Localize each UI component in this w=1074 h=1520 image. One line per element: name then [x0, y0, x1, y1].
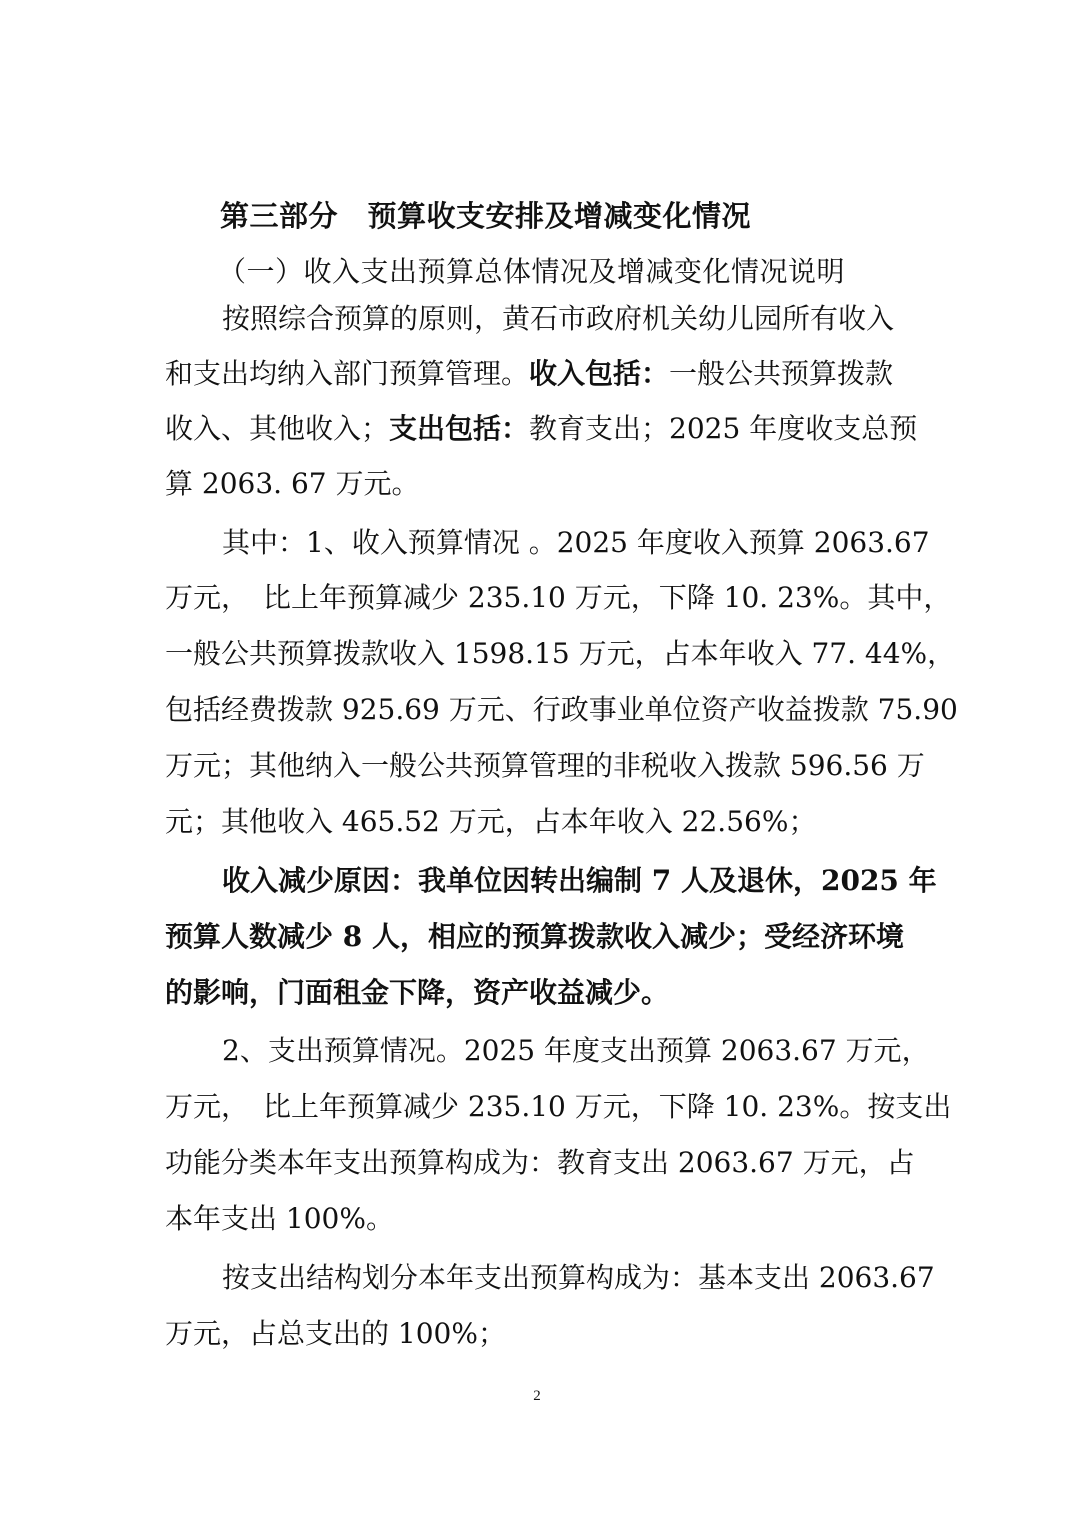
paragraph2-line3: 一般公共预算拨款收入 1598.15 万元，占本年收入 77. 44%， — [165, 637, 956, 670]
paragraph4-line1: 2、支出预算情况。2025 年度支出预算 2063.67 万元， — [222, 1034, 930, 1067]
paragraph2-line4: 包括经费拨款 925.69 万元、行政事业单位资产收益拨款 75.90 — [165, 693, 958, 726]
subsection-title: （一）收入支出预算总体情况及增减变化情况说明 — [218, 255, 846, 288]
income-includes-label: 收入包括： — [529, 357, 670, 390]
paragraph2-line2: 万元， 比上年预算减少 235.10 万元，下降 10. 23%。其中， — [165, 581, 952, 614]
page-number: 2 — [533, 1388, 541, 1404]
expense-includes-label: 支出包括： — [389, 412, 530, 445]
paragraph1-line2-text-a: 和支出均纳入部门预算管理。 — [165, 357, 530, 390]
paragraph5-line1: 按支出结构划分本年支出预算构成为：基本支出 2063.67 — [222, 1261, 935, 1294]
paragraph5-line2: 万元，占总支出的 100%； — [165, 1317, 506, 1350]
section-title: 第三部分 预算收支安排及增减变化情况 — [220, 199, 752, 233]
paragraph3-line1: 收入减少原因：我单位因转出编制 7 人及退休，2025 年 — [222, 864, 937, 897]
paragraph4-line4: 本年支出 100%。 — [165, 1202, 394, 1235]
paragraph2-line5: 万元；其他纳入一般公共预算管理的非税收入拨款 596.56 万 — [165, 749, 925, 782]
paragraph1-line3-text-c: 教育支出；2025 年度收支总预 — [529, 412, 918, 445]
paragraph1-line3-text-a: 收入、其他收入； — [165, 412, 390, 445]
paragraph1-line4: 算 2063. 67 万元。 — [165, 467, 420, 500]
paragraph4-line2: 万元， 比上年预算减少 235.10 万元，下降 10. 23%。按支出 — [165, 1090, 952, 1123]
paragraph4-line3: 功能分类本年支出预算构成为：教育支出 2063.67 万元，占 — [165, 1146, 915, 1179]
paragraph3-line2: 预算人数减少 8 人，相应的预算拨款收入减少；受经济环境 — [165, 920, 904, 953]
paragraph1-line2 — [165, 356, 893, 392]
paragraph1-line1: 按照综合预算的原则，黄石市政府机关幼儿园所有收入 — [222, 302, 895, 335]
paragraph2-line1: 其中：1、收入预算情况 。2025 年度收入预算 2063.67 — [222, 526, 930, 559]
paragraph1-line2-text-c: 一般公共预算拨款 — [669, 357, 894, 390]
paragraph2-line6: 元；其他收入 465.52 万元，占本年收入 22.56%； — [165, 805, 817, 838]
paragraph3-line3: 的影响，门面租金下降，资产收益减少。 — [165, 976, 670, 1009]
paragraph1-line3 — [165, 411, 917, 447]
